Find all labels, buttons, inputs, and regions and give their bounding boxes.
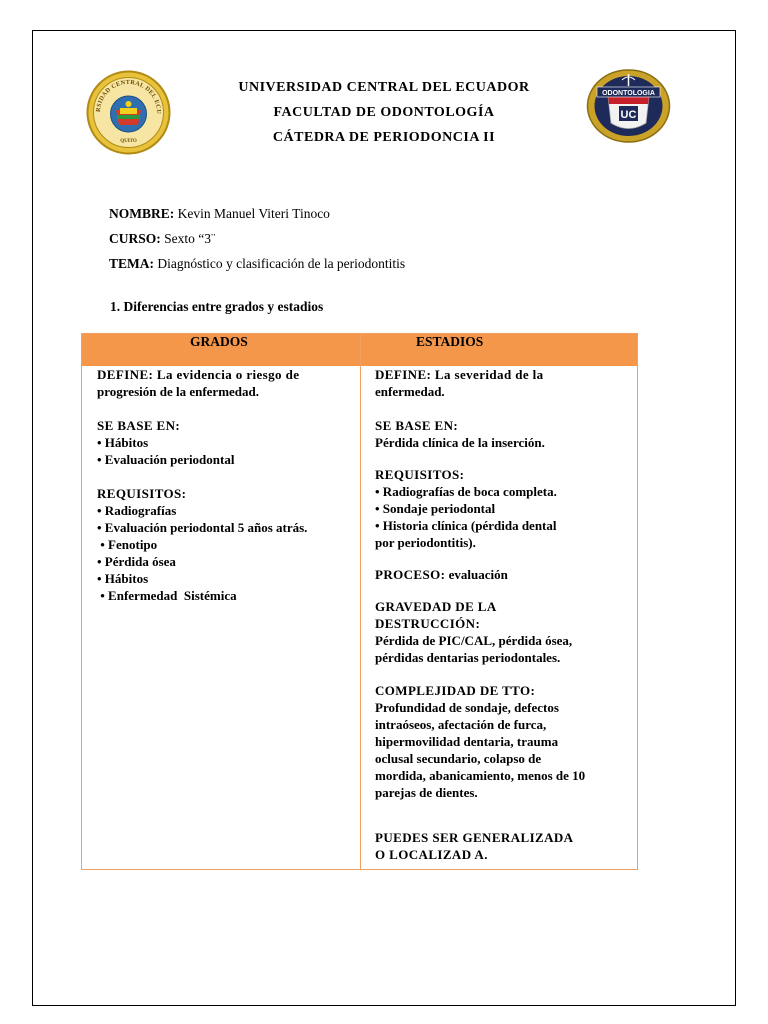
- header-university: UNIVERSIDAD CENTRAL DEL ECUADOR: [238, 80, 530, 95]
- svg-text:ODONTOLOGIA: ODONTOLOGIA: [602, 90, 655, 97]
- estadios-final-line-2: O LOCALIZAD A.: [375, 847, 488, 862]
- list-item: • Fenotipo: [97, 537, 158, 552]
- tema-field: [109, 256, 405, 272]
- list-item: • Pérdida ósea: [97, 554, 176, 569]
- grados-requisitos-list: [97, 502, 357, 604]
- grados-define-label: DEFINE:: [97, 367, 154, 382]
- estadios-define-text: La severidad de la: [434, 367, 544, 382]
- grados-define-text-2: progresión de la enfermedad.: [97, 384, 260, 399]
- estadios-cell: [375, 366, 635, 863]
- list-item: • Historia clínica (pérdida dental: [375, 518, 557, 533]
- nombre-field: [109, 206, 330, 222]
- list-item: • Hábitos: [97, 571, 149, 586]
- column-divider: [360, 334, 361, 869]
- estadios-define: [375, 366, 635, 383]
- estadios-gravedad-line: pérdidas dentarias periodontales.: [375, 650, 561, 665]
- nombre-label: NOMBRE:: [109, 206, 175, 221]
- estadios-complejidad-label: COMPLEJIDAD DE TTO:: [375, 683, 536, 698]
- estadios-complejidad-line: intraóseos, afectación de furca,: [375, 717, 547, 732]
- header-chair: CÁTEDRA DE PERIODONCIA II: [272, 130, 496, 145]
- header-faculty: FACULTAD DE ODONTOLOGÍA: [273, 105, 495, 120]
- estadios-complejidad-line: hipermovilidad dentaria, trauma: [375, 734, 559, 749]
- estadios-gravedad-label: GRAVEDAD DE LA: [375, 599, 497, 614]
- list-item: • Radiografías: [97, 503, 177, 518]
- estadios-base-text: Pérdida clínica de la inserción.: [375, 435, 545, 450]
- list-item: • Evaluación periodontal: [97, 452, 235, 467]
- estadios-requisitos-label: REQUISITOS:: [375, 467, 465, 482]
- estadios-complejidad-line: oclusal secundario, colapso de: [375, 751, 542, 766]
- estadios-base-label: SE BASE EN:: [375, 418, 459, 433]
- estadios-proceso: [375, 566, 635, 583]
- estadios-gravedad-line: Pérdida de PIC/CAL, pérdida ósea,: [375, 633, 573, 648]
- estadios-complejidad-line: Profundidad de sondaje, defectos: [375, 700, 559, 715]
- estadios-requisitos-list: [375, 483, 635, 551]
- curso-label: CURSO:: [109, 231, 161, 246]
- header-grados: GRADOS: [190, 334, 248, 349]
- estadios-proceso-label: PROCESO:: [375, 567, 446, 582]
- svg-text:QUITO: QUITO: [120, 139, 137, 144]
- list-item: • Sondaje periodontal: [375, 501, 496, 516]
- grados-cell: [97, 366, 357, 604]
- list-item: • Radiografías de boca completa.: [375, 484, 557, 499]
- svg-text:UC: UC: [620, 109, 637, 121]
- curso-field: [109, 231, 216, 247]
- header-estadios: ESTADIOS: [416, 334, 484, 349]
- grados-define: [97, 366, 357, 383]
- nombre-value: Kevin Manuel Viteri Tinoco: [177, 206, 330, 221]
- estadios-final-line: PUEDES SER GENERALIZADA: [375, 830, 574, 845]
- estadios-complejidad-line: parejas de dientes.: [375, 785, 478, 800]
- estadios-complejidad-line: mordida, abanicamiento, menos de 10: [375, 768, 586, 783]
- grados-define-text: La evidencia o riesgo de: [156, 367, 300, 382]
- grados-base-list: [97, 434, 357, 468]
- estadios-define-text-2: enfermedad.: [375, 384, 445, 399]
- tema-value: Diagnóstico y clasificación de la periodontitis: [157, 256, 406, 271]
- list-item: • Enfermedad Sistémica: [97, 588, 237, 603]
- section-title: 1. Diferencias entre grados y estadios: [110, 299, 324, 314]
- svg-text:UNIVERSIDAD CENTRAL DEL ECUADO: RSIDAD CENTRAL DEL ECU: [94, 78, 163, 115]
- tema-label: TEMA:: [109, 256, 154, 271]
- estadios-proceso-text: evaluación: [448, 567, 508, 582]
- grados-base-label: SE BASE EN:: [97, 418, 181, 433]
- list-item: • Hábitos: [97, 435, 149, 450]
- estadios-gravedad-label-2: DESTRUCCIÓN:: [375, 616, 481, 631]
- curso-value: Sexto “3¨: [164, 231, 216, 246]
- list-item: • Evaluación periodontal 5 años atrás.: [97, 520, 308, 535]
- grados-requisitos-label: REQUISITOS:: [97, 486, 187, 501]
- list-item: por periodontitis).: [375, 535, 476, 550]
- estadios-define-label: DEFINE:: [375, 367, 432, 382]
- comparison-table: [81, 333, 638, 870]
